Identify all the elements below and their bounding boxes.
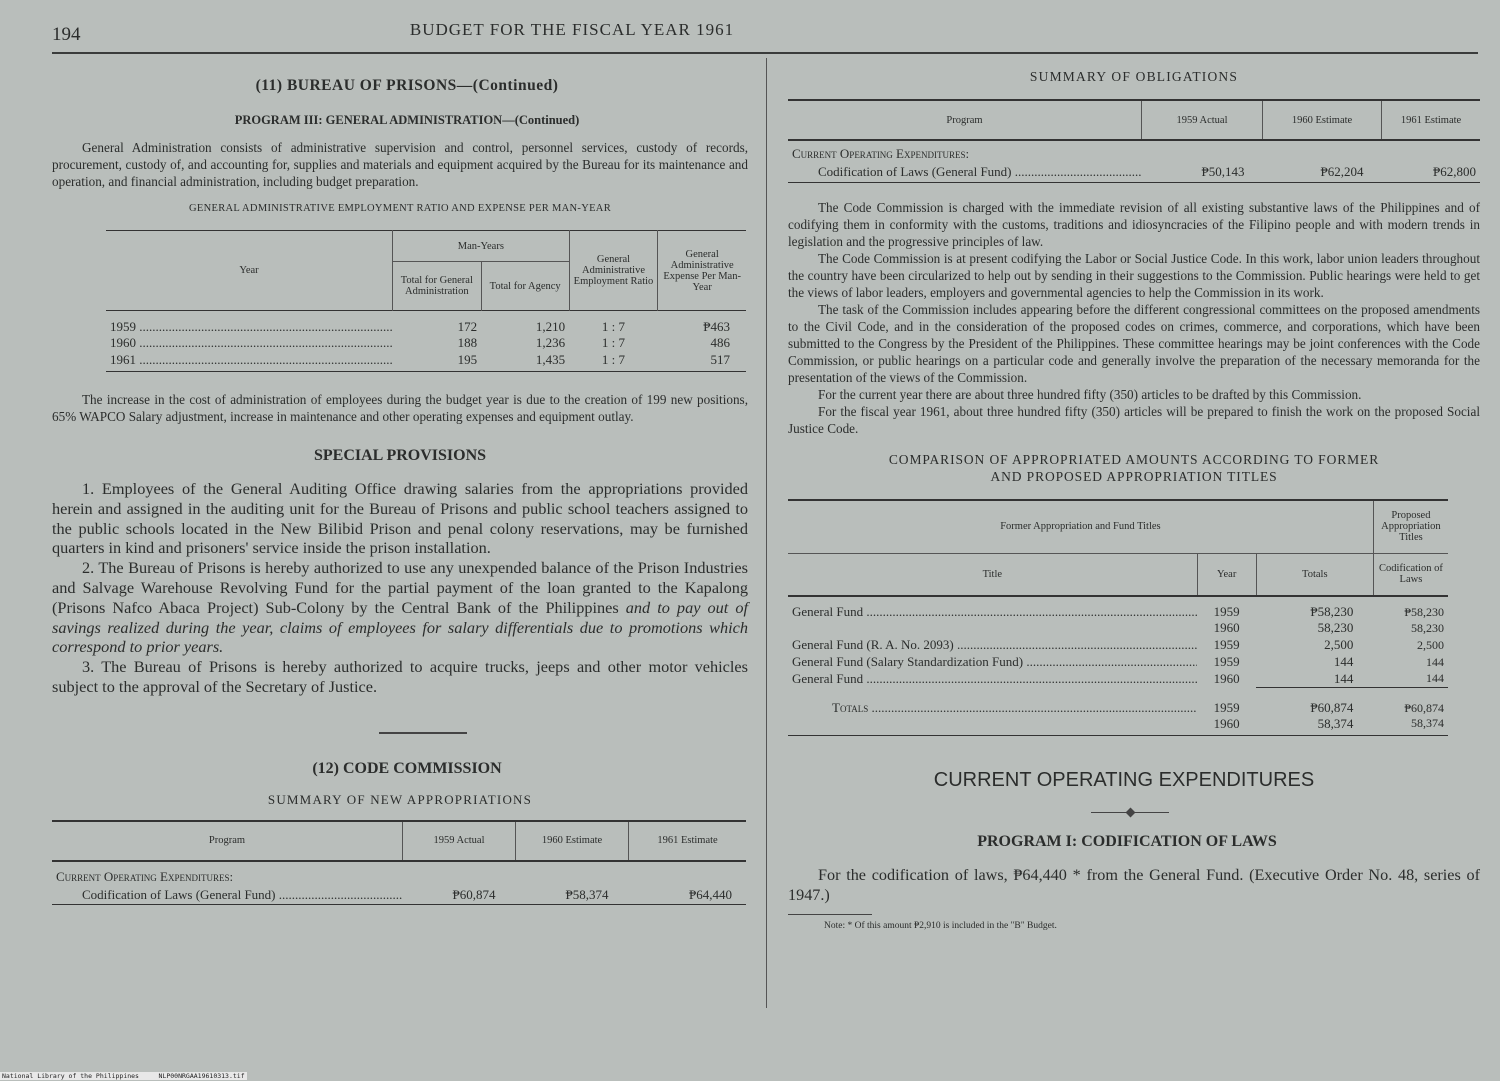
col-man-years: Man-Years <box>392 231 569 262</box>
value-1960: ₱62,204 <box>1320 163 1364 179</box>
page-header <box>52 18 1478 50</box>
col-1959: 1959 Actual <box>1142 100 1263 140</box>
row-title <box>788 620 1197 637</box>
col-total-agency: Total for Agency <box>481 262 569 311</box>
row-title: General Fund (Salary Standardization Fund) ..... <box>788 654 1197 671</box>
left-column <box>52 60 748 905</box>
program-title: PROGRAM III: GENERAL ADMINISTRATION—(Continued) <box>234 113 580 127</box>
row-ga: 188 <box>457 335 478 350</box>
ratio-table-title: GENERAL ADMINISTRATIVE EMPLOYMENT RATIO AND EXPENSE PER MAN-YEAR <box>189 203 611 214</box>
obligations-table <box>788 99 1480 183</box>
row-total: 58,230 <box>1317 620 1354 635</box>
row-codification: 58,230 <box>1411 620 1444 635</box>
item-label: Codification of Laws (General Fund) ..... <box>788 162 1142 182</box>
section-title: (11) BUREAU OF PRISONS—(Continued) <box>255 77 559 94</box>
col-1960: 1960 Estimate <box>1263 100 1382 140</box>
row-total: 144 <box>1333 670 1354 686</box>
col-totals: Totals <box>1256 554 1373 596</box>
totals-codification: 58,374 <box>1411 715 1444 730</box>
row-ratio: 1 : 7 <box>601 351 626 367</box>
row-ga: 172 <box>457 318 478 334</box>
row-agency: 1,435 <box>535 351 566 367</box>
col-1961: 1961 Estimate <box>1400 114 1462 126</box>
row-year: 1960 <box>1213 671 1240 686</box>
new-approp-title: SUMMARY OF NEW APPROPRIATIONS <box>267 791 533 807</box>
code-commission-title: (12) CODE COMMISSION <box>312 759 502 777</box>
col-expense: General Administrative Expense Per Man-Year <box>663 248 741 293</box>
obligations-title: SUMMARY OF OBLIGATIONS <box>1029 69 1239 84</box>
running-head: BUDGET FOR THE FISCAL YEAR 1961 <box>409 20 735 39</box>
paragraph-3: The task of the Commission includes appearing before the different congressional committees on the proposed amendments to the Civil Code, and in the consideration of the proposed codes on crimes, commerce, and corporations, which have been submitted to the Congress by the President of the Philippines. These committee hearings may be joint conferences with the Code Commission, or public hearings on a particular code and generally involve the preparation of the necessary memoranda for the presentation of the views of the Commission. <box>788 301 1480 385</box>
ratio-table <box>106 230 746 372</box>
column-divider <box>766 58 767 1008</box>
col-1960: 1960 Estimate <box>516 821 629 861</box>
paragraph-1: The Code Commission is charged with the immediate revision of all existing substantive laws of the Philippines and of codifying them in conformity with the customs, traditions and idiosyncracies of the Filipino people and with modern trends in legislation and the progressive principles of law. <box>788 199 1480 249</box>
row-year: 1959 <box>1213 654 1240 669</box>
value-1961: ₱62,800 <box>1433 163 1476 179</box>
row-total: 144 <box>1333 654 1354 669</box>
comparison-title-line-2: AND PROPOSED APPROPRIATION TITLES <box>990 468 1278 484</box>
row-year: 1960 <box>1213 620 1240 635</box>
section-separator <box>379 732 467 734</box>
row-ratio: 1 : 7 <box>601 335 626 350</box>
table-row <box>106 352 746 372</box>
totals-row <box>788 716 1448 736</box>
value-1960: ₱58,374 <box>565 886 609 902</box>
col-program: Program <box>52 821 403 861</box>
col-year: Year <box>106 231 392 311</box>
table-row <box>52 885 746 905</box>
totals-total: ₱60,874 <box>1256 688 1373 716</box>
totals-total: 58,374 <box>1317 715 1354 731</box>
row-year: 1959 <box>1213 637 1240 652</box>
paragraph-4: For the current year there are about three hundred fifty (350) articles to be drafted by this Commission. <box>818 386 1362 402</box>
col-year: Year <box>1197 554 1256 596</box>
provision-2-text: 2. The Bureau of Prisons is hereby authorized to use any unexpended balance of the Prison Industries and Salvage Warehouse Revolving Fund for the partial payment of the loan granted to the Kapalong (Prisons Nafco Abaca Project) Sub-Colony by the Central Bank of the Philippines <box>52 558 748 617</box>
table-row <box>788 637 1448 654</box>
paragraph-5: For the fiscal year 1961, about three hundred fifty (350) articles will be prepared to finish the work on the proposed Social Justice Code. <box>788 403 1480 436</box>
comparison-table <box>788 499 1448 737</box>
row-expense: 486 <box>710 335 730 350</box>
codification-paragraph: For the codification of laws, ₱64,440 * from the General Fund. (Executive Order No. 48, series of 1947.) <box>788 866 1480 904</box>
category-label: Current Operating Expenditures: <box>792 146 970 161</box>
new-approp-table <box>52 820 746 906</box>
paragraph-2: The Code Commission is at present codifying the Labor or Social Justice Code. In this work, labor union leaders throughout the country have been circularized to help out by sending in their suggestions to the Commission. Public hearings were held to get the views of labor leaders, employers and governmental agencies to help the Commission in its work. <box>788 250 1480 300</box>
provision-2 <box>52 558 748 657</box>
row-year: 1959 ..... <box>106 311 392 335</box>
table-row <box>788 654 1448 671</box>
page-number: 194 <box>52 24 81 45</box>
row-codification: 144 <box>1426 654 1444 669</box>
row-title: General Fund ..... <box>788 596 1197 620</box>
row-ratio: 1 : 7 <box>601 318 626 334</box>
totals-label: Totals ..... <box>788 688 1197 716</box>
col-total-ga: Total for General Administration <box>392 262 481 311</box>
right-column <box>788 60 1480 931</box>
row-agency: 1,236 <box>535 335 566 350</box>
provision-2-italic: and to pay out of savings realized during the year, claims of employees for salary differentials due to promotions which correspond to prior years. <box>52 597 748 657</box>
table-row <box>106 335 746 352</box>
row-total: ₱58,230 <box>1310 603 1354 619</box>
col-1959: 1959 Actual <box>403 821 516 861</box>
note-rule <box>788 914 872 915</box>
col-title: Title <box>788 554 1197 596</box>
row-agency: 1,210 <box>535 318 566 334</box>
row-title: General Fund (R. A. No. 2093) ..... <box>788 637 1197 654</box>
footnote: Note: * Of this amount ₱2,910 is included in the "B" Budget. <box>824 920 1057 931</box>
table-row <box>788 162 1480 182</box>
scan-credit: National Library of the Philippines NLP00NRGAA19610313.tif <box>2 1072 245 1080</box>
table-row <box>788 620 1448 637</box>
totals-year: 1960 <box>1213 715 1240 731</box>
row-year: 1961 ..... <box>106 352 392 372</box>
row-codification: ₱58,230 <box>1404 604 1444 619</box>
totals-year: 1959 <box>1213 699 1240 715</box>
row-expense: ₱463 <box>703 318 730 334</box>
table-row <box>788 596 1448 620</box>
col-former-titles: Former Appropriation and Fund Titles <box>788 500 1373 554</box>
col-1961: 1961 Estimate <box>657 835 718 847</box>
diamond-ornament <box>1125 808 1135 818</box>
totals-codification: ₱60,874 <box>1373 688 1448 716</box>
row-title: General Fund ..... <box>788 671 1197 688</box>
program-i-title: PROGRAM I: CODIFICATION OF LAWS <box>977 833 1277 850</box>
row-year: 1960 ..... <box>106 335 392 352</box>
col-codification: Codification of Laws <box>1378 563 1443 586</box>
ornament-rule <box>1091 812 1169 816</box>
coe-title: CURRENT OPERATING EXPENDITURES <box>933 769 1315 791</box>
comparison-title-line-1: COMPARISON OF APPROPRIATED AMOUNTS ACCORDING TO FORMER <box>888 451 1380 467</box>
value-1959: ₱50,143 <box>1201 163 1245 179</box>
col-program: Program <box>788 100 1142 140</box>
special-provisions-title: SPECIAL PROVISIONS <box>313 447 487 464</box>
item-label: Codification of Laws (General Fund) ..... <box>52 885 403 905</box>
increase-paragraph: The increase in the cost of administration of employees during the budget year is due to the creation of 199 new positions, 65% WAPCO Salary adjustment, increase in maintenance and other operating expenses and equipment outlay. <box>52 392 748 424</box>
col-ratio: General Administrative Employment Ratio <box>569 231 658 311</box>
header-rule <box>52 52 1478 54</box>
row-codification: 144 <box>1426 671 1444 686</box>
provision-3: 3. The Bureau of Prisons is hereby authorized to acquire trucks, jeeps and other motor vehicles subject to the approval of the Secretary of Justice. <box>52 657 748 696</box>
totals-row <box>788 688 1448 716</box>
row-year: 1959 <box>1213 603 1240 619</box>
value-1961: ₱64,440 <box>689 886 732 902</box>
row-total: 2,500 <box>1324 637 1354 652</box>
code-commission-description <box>788 199 1480 437</box>
value-1959: ₱60,874 <box>452 886 496 902</box>
row-ga: 195 <box>457 351 478 367</box>
provision-1: 1. Employees of the General Auditing Office drawing salaries from the appropriations provided herein and assigned in the auditing unit for the Bureau of Prisons and public school teachers assigned to the public schools located in the New Bilibid Prison and penal colony reservations, may be furnished quarters in kind and prisoners' service inside the prison installation. <box>52 479 748 558</box>
row-expense: 517 <box>710 351 730 367</box>
table-row <box>788 671 1448 688</box>
row-codification: 2,500 <box>1417 637 1444 652</box>
comparison-title <box>788 451 1480 485</box>
table-row <box>106 311 746 335</box>
intro-paragraph: General Administration consists of administrative supervision and control, personnel services, custody of records, procurement, custody of, and accounting for, supplies and materials and equipment acquired by the Bureau for its maintenance and operation, and financial administration, including budget preparation. <box>52 140 748 189</box>
category-label: Current Operating Expenditures: <box>56 868 234 884</box>
col-proposed-titles: Proposed Appropriation Titles <box>1381 510 1441 544</box>
